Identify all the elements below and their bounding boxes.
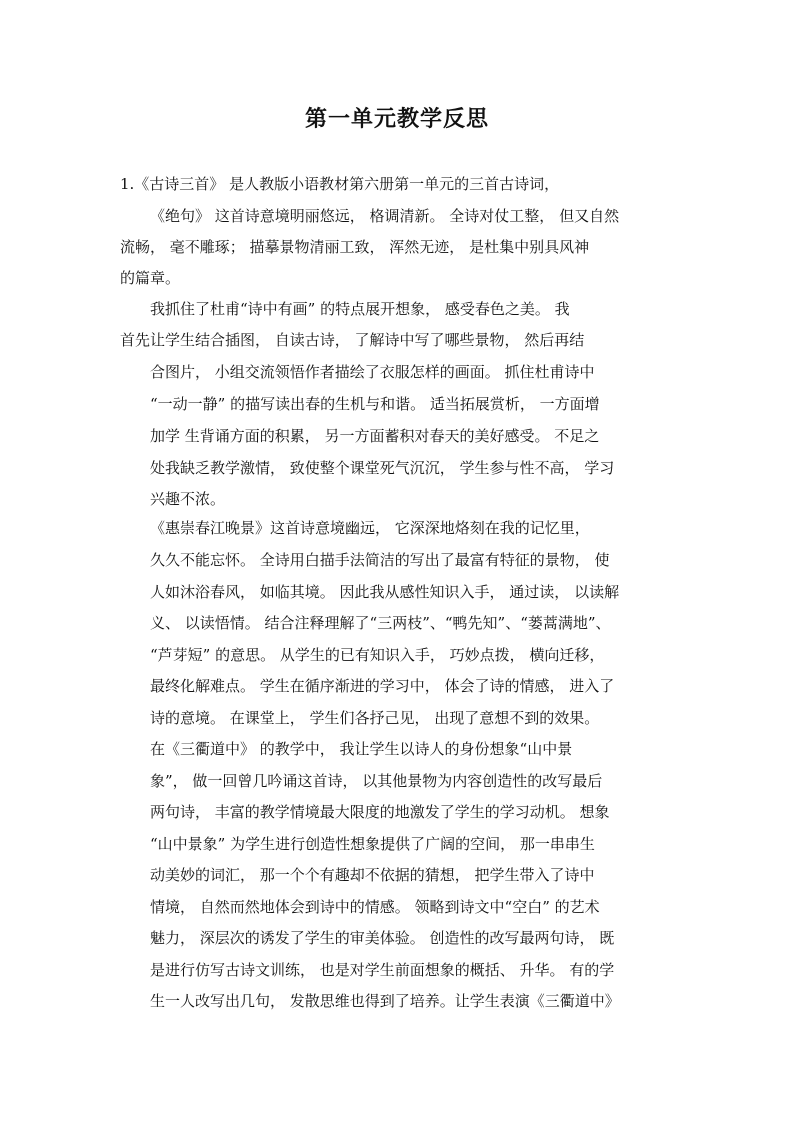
text-line: 两句诗， 丰富的教学情境最大限度的地激发了学生的学习动机。 想象: [150, 803, 610, 821]
text-line: 象”， 做一回曾几吟诵这首诗， 以其他景物为内容创造性的改写最后: [150, 772, 603, 790]
text-line: 是进行仿写古诗文训练， 也是对学生前面想象的概括、 升华。 有的学: [150, 961, 615, 979]
text-line: 首先让学生结合插图， 自读古诗， 了解诗中写了哪些景物， 然后再结: [120, 331, 585, 349]
text-line: “山中景象” 为学生进行创造性想象提供了广阔的空间， 那一串串生: [150, 835, 595, 853]
text-line: 生一人改写出几句， 发散思维也得到了培养。让学生表演《三衢道中》: [150, 992, 620, 1010]
text-line: 处我缺乏教学激情， 致使整个课堂死气沉沉， 学生参与性不高， 学习: [150, 459, 615, 477]
text-line: 在《三衢道中》 的教学中， 我让学生以诗人的身份想象“山中景: [150, 740, 573, 758]
text-line: 魅力， 深层次的诱发了学生的审美体验。 创造性的改写最两句诗， 既: [150, 929, 615, 947]
text-line: 义、 以读悟情。 结合注释理解了“三两枝”、“鸭先知”、“蒌蒿满地”、: [150, 614, 611, 632]
text-line: 人如沐浴春风， 如临其境。 因此我从感性知识入手， 通过读， 以读解: [150, 583, 620, 601]
text-line: 兴趣不浓。: [150, 490, 226, 508]
text-line: 1.《古诗三首》 是人教版小语教材第六册第一单元的三首古诗词，: [120, 175, 560, 193]
text-line: 合图片， 小组交流领悟作者描绘了衣服怎样的画面。 抓住杜甫诗中: [150, 363, 595, 381]
text-line: 的篇章。: [120, 269, 181, 287]
document-title: 第一单元教学反思: [304, 106, 489, 132]
text-line: 《绝句》 这首诗意境明丽悠远， 格调清新。 全诗对仗工整， 但又自然: [150, 207, 620, 225]
text-line: 久久不能忘怀。 全诗用白描手法简洁的写出了最富有特征的景物， 使: [150, 551, 610, 569]
text-line: 流畅， 毫不雕琢； 描摹景物清丽工致， 浑然无迹， 是杜集中别具风神: [120, 238, 590, 256]
text-line: 我抓住了杜甫“诗中有画” 的特点展开想象， 感受春色之美。 我: [150, 300, 570, 318]
text-line: “一动一静” 的描写读出春的生机与和谐。 适当拓展赏析， 一方面增: [150, 395, 600, 413]
text-line: 诗的意境。 在课堂上， 学生们各抒己见， 出现了意想不到的效果。: [150, 709, 600, 727]
text-line: 《惠崇春江晚景》这首诗意境幽远， 它深深地烙刻在我的记忆里，: [150, 519, 590, 537]
text-line: 加学 生背诵方面的积累， 另一方面蓄积对春天的美好感受。 不足之: [150, 427, 600, 445]
text-line: 动美妙的词汇， 那一个个有趣却不依据的猜想， 把学生带入了诗中: [150, 866, 595, 884]
text-line: “芦芽短” 的意思。 从学生的已有知识入手， 巧妙点拨， 横向迁移，: [150, 646, 605, 664]
text-line: 情境， 自然而然地体会到诗中的情感。 领略到诗文中“空白” 的艺术: [150, 898, 600, 916]
text-line: 最终化解难点。 学生在循序渐进的学习中， 体会了诗的情感， 进入了: [150, 677, 615, 695]
